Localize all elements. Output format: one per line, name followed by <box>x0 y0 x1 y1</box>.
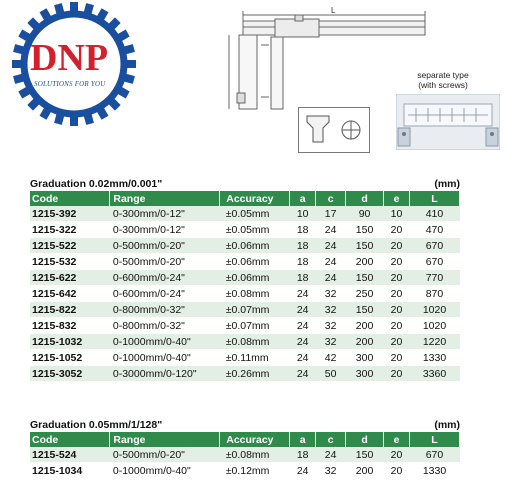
graduation-005-title: Graduation 0.05mm/1/128" <box>30 419 163 431</box>
cell-range: 0-500mm/0-20" <box>110 254 220 270</box>
dnp-logo <box>0 0 148 128</box>
cell-a: 18 <box>290 270 316 286</box>
cell-c: 32 <box>316 463 346 479</box>
cell-range: 0-1000mm/0-40" <box>110 334 220 350</box>
cell-d: 200 <box>346 334 384 350</box>
cell-e: 20 <box>384 447 410 463</box>
cell-a: 24 <box>290 302 316 318</box>
cell-l: 870 <box>409 286 459 302</box>
cell-code: 1215-322 <box>30 222 110 238</box>
table1-header-a: a <box>290 191 316 206</box>
cell-c: 32 <box>316 286 346 302</box>
cell-range: 0-500mm/0-20" <box>110 447 220 463</box>
jaw-detail-icon <box>299 108 369 152</box>
cell-e: 20 <box>384 318 410 334</box>
cell-d: 300 <box>346 366 384 382</box>
cell-l: 1020 <box>409 318 459 334</box>
cell-a: 24 <box>290 463 316 479</box>
cell-l: 1330 <box>409 463 459 479</box>
cell-a: 18 <box>290 447 316 463</box>
jaw-detail-drawing <box>298 107 370 153</box>
cell-a: 18 <box>290 254 316 270</box>
cell-range: 0-1000mm/0-40" <box>110 350 220 366</box>
cell-c: 17 <box>316 206 346 222</box>
table-row <box>30 447 460 463</box>
cell-accuracy: ±0.07mm <box>220 318 290 334</box>
cell-d: 90 <box>346 206 384 222</box>
cell-a: 18 <box>290 222 316 238</box>
logo-brand-text: DNP <box>30 37 109 79</box>
table-row <box>30 318 460 334</box>
table1-header-l: L <box>409 191 459 206</box>
cell-c: 24 <box>316 447 346 463</box>
cell-code: 1215-1034 <box>30 463 110 479</box>
cell-e: 20 <box>384 302 410 318</box>
cell-range: 0-1000mm/0-40" <box>110 463 220 479</box>
cell-e: 10 <box>384 206 410 222</box>
cell-accuracy: ±0.07mm <box>220 302 290 318</box>
table1-header-code: Code <box>30 191 110 206</box>
cell-code: 1215-1052 <box>30 350 110 366</box>
table-row <box>30 463 460 479</box>
cell-l: 670 <box>409 447 459 463</box>
cell-range: 0-3000mm/0-120" <box>110 366 220 382</box>
cell-c: 32 <box>316 318 346 334</box>
cell-a: 24 <box>290 366 316 382</box>
table2-header-code: Code <box>30 432 110 447</box>
separate-type-label <box>398 70 488 90</box>
caliper-photo-icon <box>396 94 500 150</box>
cell-e: 20 <box>384 366 410 382</box>
table1-header-d: d <box>346 191 384 206</box>
cell-l: 1020 <box>409 302 459 318</box>
graduation-005-header <box>30 418 460 432</box>
cell-a: 24 <box>290 318 316 334</box>
dim-label-l: L <box>331 6 336 15</box>
cell-accuracy: ±0.08mm <box>220 334 290 350</box>
cell-e: 20 <box>384 238 410 254</box>
graduation-005-table <box>30 432 460 479</box>
cell-c: 32 <box>316 334 346 350</box>
table-row <box>30 270 460 286</box>
table-row <box>30 350 460 366</box>
cell-code: 1215-522 <box>30 238 110 254</box>
graduation-005-section <box>30 418 460 479</box>
cell-e: 20 <box>384 334 410 350</box>
cell-code: 1215-524 <box>30 447 110 463</box>
cell-l: 770 <box>409 270 459 286</box>
cell-range: 0-800mm/0-32" <box>110 302 220 318</box>
table2-header-row <box>30 432 460 447</box>
table1-header-e: e <box>384 191 410 206</box>
cell-code: 1215-3052 <box>30 366 110 382</box>
graduation-002-header <box>30 177 460 191</box>
table-row <box>30 254 460 270</box>
cell-c: 50 <box>316 366 346 382</box>
cell-a: 24 <box>290 350 316 366</box>
table2-header-c: c <box>316 432 346 447</box>
cell-range: 0-600mm/0-24" <box>110 270 220 286</box>
cell-d: 200 <box>346 318 384 334</box>
cell-d: 300 <box>346 350 384 366</box>
cell-c: 24 <box>316 254 346 270</box>
cell-accuracy: ±0.11mm <box>220 350 290 366</box>
table-row <box>30 222 460 238</box>
table2-header-range: Range <box>110 432 220 447</box>
cell-e: 20 <box>384 463 410 479</box>
cell-code: 1215-832 <box>30 318 110 334</box>
graduation-005-unit: (mm) <box>434 419 460 431</box>
cell-l: 1220 <box>409 334 459 350</box>
cell-d: 200 <box>346 254 384 270</box>
cell-e: 20 <box>384 222 410 238</box>
cell-e: 20 <box>384 254 410 270</box>
cell-range: 0-800mm/0-32" <box>110 318 220 334</box>
cell-accuracy: ±0.08mm <box>220 286 290 302</box>
cell-code: 1215-642 <box>30 286 110 302</box>
cell-range: 0-500mm/0-20" <box>110 238 220 254</box>
graduation-002-table <box>30 191 460 382</box>
cell-code: 1215-822 <box>30 302 110 318</box>
cell-accuracy: ±0.06mm <box>220 270 290 286</box>
cell-d: 250 <box>346 286 384 302</box>
cell-e: 20 <box>384 270 410 286</box>
cell-accuracy: ±0.05mm <box>220 222 290 238</box>
table2-header-accuracy: Accuracy <box>220 432 290 447</box>
table1-header-accuracy: Accuracy <box>220 191 290 206</box>
cell-l: 1330 <box>409 350 459 366</box>
separate-type-line1: separate type <box>417 70 469 80</box>
cell-c: 32 <box>316 302 346 318</box>
graduation-002-unit: (mm) <box>434 178 460 190</box>
cell-range: 0-300mm/0-12" <box>110 222 220 238</box>
cell-c: 42 <box>316 350 346 366</box>
table-row <box>30 286 460 302</box>
table1-body <box>30 206 460 382</box>
table1-header-row <box>30 191 460 206</box>
separate-type-line2: (with screws) <box>418 80 468 90</box>
cell-accuracy: ±0.12mm <box>220 463 290 479</box>
cell-d: 200 <box>346 463 384 479</box>
cell-accuracy: ±0.08mm <box>220 447 290 463</box>
cell-accuracy: ±0.26mm <box>220 366 290 382</box>
cell-accuracy: ±0.05mm <box>220 206 290 222</box>
table-row <box>30 206 460 222</box>
graduation-002-section <box>30 177 460 382</box>
cell-code: 1215-392 <box>30 206 110 222</box>
cell-l: 410 <box>409 206 459 222</box>
cell-d: 150 <box>346 270 384 286</box>
cell-l: 3360 <box>409 366 459 382</box>
cell-d: 150 <box>346 447 384 463</box>
cell-e: 20 <box>384 286 410 302</box>
cell-c: 24 <box>316 270 346 286</box>
cell-accuracy: ±0.06mm <box>220 254 290 270</box>
cell-e: 20 <box>384 350 410 366</box>
table2-header-l: L <box>409 432 459 447</box>
table2-body <box>30 447 460 479</box>
cell-a: 18 <box>290 238 316 254</box>
cell-a: 24 <box>290 286 316 302</box>
cell-l: 470 <box>409 222 459 238</box>
table2-header-d: d <box>346 432 384 447</box>
logo-tagline: SOLUTIONS FOR YOU <box>34 80 106 88</box>
separate-type-photo <box>396 94 500 150</box>
cell-code: 1215-1032 <box>30 334 110 350</box>
cell-d: 150 <box>346 222 384 238</box>
cell-c: 24 <box>316 238 346 254</box>
table-row <box>30 238 460 254</box>
table1-header-range: Range <box>110 191 220 206</box>
cell-range: 0-300mm/0-12" <box>110 206 220 222</box>
cell-accuracy: ±0.06mm <box>220 238 290 254</box>
cell-a: 24 <box>290 334 316 350</box>
cell-a: 10 <box>290 206 316 222</box>
cell-d: 150 <box>346 302 384 318</box>
table-row <box>30 302 460 318</box>
graduation-002-title: Graduation 0.02mm/0.001" <box>30 178 163 190</box>
table-row <box>30 366 460 382</box>
cell-code: 1215-532 <box>30 254 110 270</box>
cell-c: 24 <box>316 222 346 238</box>
table2-header-e: e <box>384 432 410 447</box>
cell-code: 1215-622 <box>30 270 110 286</box>
cell-l: 670 <box>409 254 459 270</box>
table2-header-a: a <box>290 432 316 447</box>
table1-header-c: c <box>316 191 346 206</box>
table-row <box>30 334 460 350</box>
cell-l: 670 <box>409 238 459 254</box>
cell-range: 0-600mm/0-24" <box>110 286 220 302</box>
cell-d: 150 <box>346 238 384 254</box>
